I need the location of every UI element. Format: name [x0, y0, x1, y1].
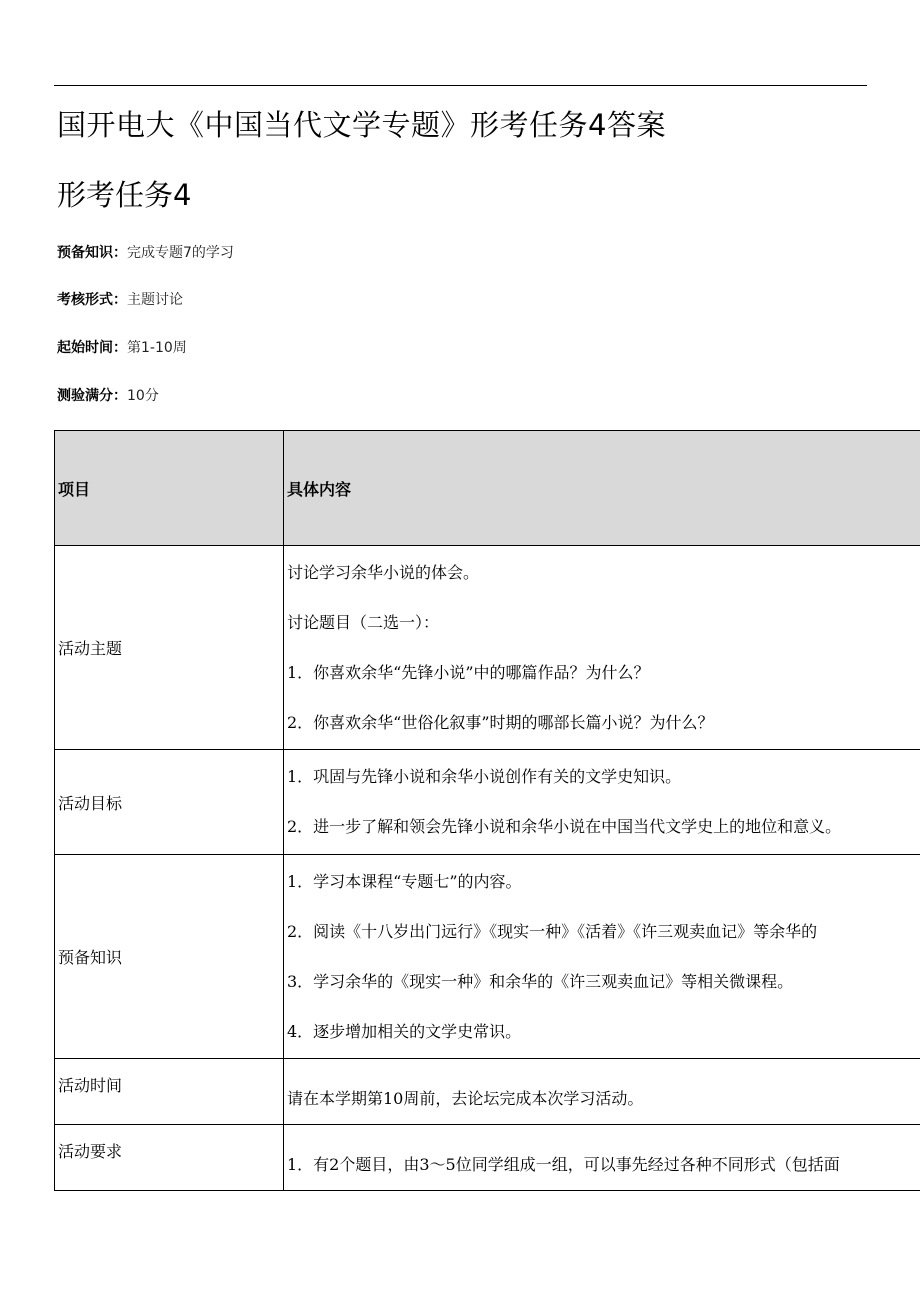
content-line: 2．你喜欢余华“世俗化叙事”时期的哪部长篇小说？为什么？ [287, 712, 714, 732]
content-line: 1．学习本课程“专题七”的内容。 [287, 871, 522, 891]
content-line: 请在本学期第10周前，去论坛完成本次学习活动。 [287, 1089, 644, 1108]
meta-value: 10分 [127, 388, 159, 404]
row-content [284, 1059, 920, 1125]
table-header-row [55, 431, 920, 546]
content-line: 3．学习余华的《现实一种》和余华的《许三观卖血记》等相关微课程。 [287, 971, 794, 991]
table-row [55, 1059, 920, 1125]
row-content [284, 855, 920, 1059]
content-line: 1．有2个题目，由3～5位同学组成一组，可以事先经过各种不同形式（包括面 [287, 1155, 840, 1174]
content-line: 讨论学习余华小说的体会。 [287, 562, 480, 582]
row-content [284, 546, 920, 750]
header-item-label: 项目 [58, 479, 91, 499]
meta-full-score [57, 386, 159, 406]
row-label: 预备知识 [55, 855, 284, 1059]
table-row [55, 1125, 920, 1191]
table-row [55, 546, 920, 750]
document-subtitle: 形考任务4 [57, 178, 192, 212]
content-line: 1．巩固与先锋小说和余华小说创作有关的文学史知识。 [287, 767, 682, 786]
header-content [284, 431, 920, 546]
meta-value: 第1-10周 [127, 340, 187, 356]
meta-key: 测验满分： [57, 388, 127, 404]
header-item [55, 431, 284, 546]
meta-key: 起始时间： [57, 340, 127, 356]
meta-prerequisite [57, 243, 234, 263]
content-line: 4．逐步增加相关的文学史常识。 [287, 1021, 522, 1041]
row-label: 活动要求 [55, 1125, 284, 1191]
row-content [284, 750, 920, 855]
table-row [55, 750, 920, 855]
meta-assessment-form [57, 290, 183, 310]
meta-value: 主题讨论 [127, 292, 183, 308]
content-line: 讨论题目（二选一）： [287, 612, 440, 632]
header-rule [54, 85, 867, 86]
content-line: 2．进一步了解和领会先锋小说和余华小说在中国当代文学史上的地位和意义。 [287, 817, 842, 836]
row-label: 活动目标 [55, 750, 284, 855]
document-title: 国开电大《中国当代文学专题》形考任务4答案 [57, 108, 666, 142]
meta-value: 完成专题7的学习 [127, 245, 234, 261]
table-row [55, 855, 920, 1059]
task-table [54, 430, 920, 1191]
meta-key: 预备知识： [57, 245, 127, 261]
row-label: 活动主题 [55, 546, 284, 750]
content-line: 2．阅读《十八岁出门远行》《现实一种》《活着》《许三观卖血记》等余华的 [287, 921, 818, 941]
row-label: 活动时间 [55, 1059, 284, 1125]
meta-key: 考核形式： [57, 292, 127, 308]
meta-start-time [57, 338, 187, 358]
header-content-label: 具体内容 [287, 479, 352, 499]
row-content [284, 1125, 920, 1191]
content-line: 1．你喜欢余华“先锋小说”中的哪篇作品？为什么？ [287, 662, 650, 682]
